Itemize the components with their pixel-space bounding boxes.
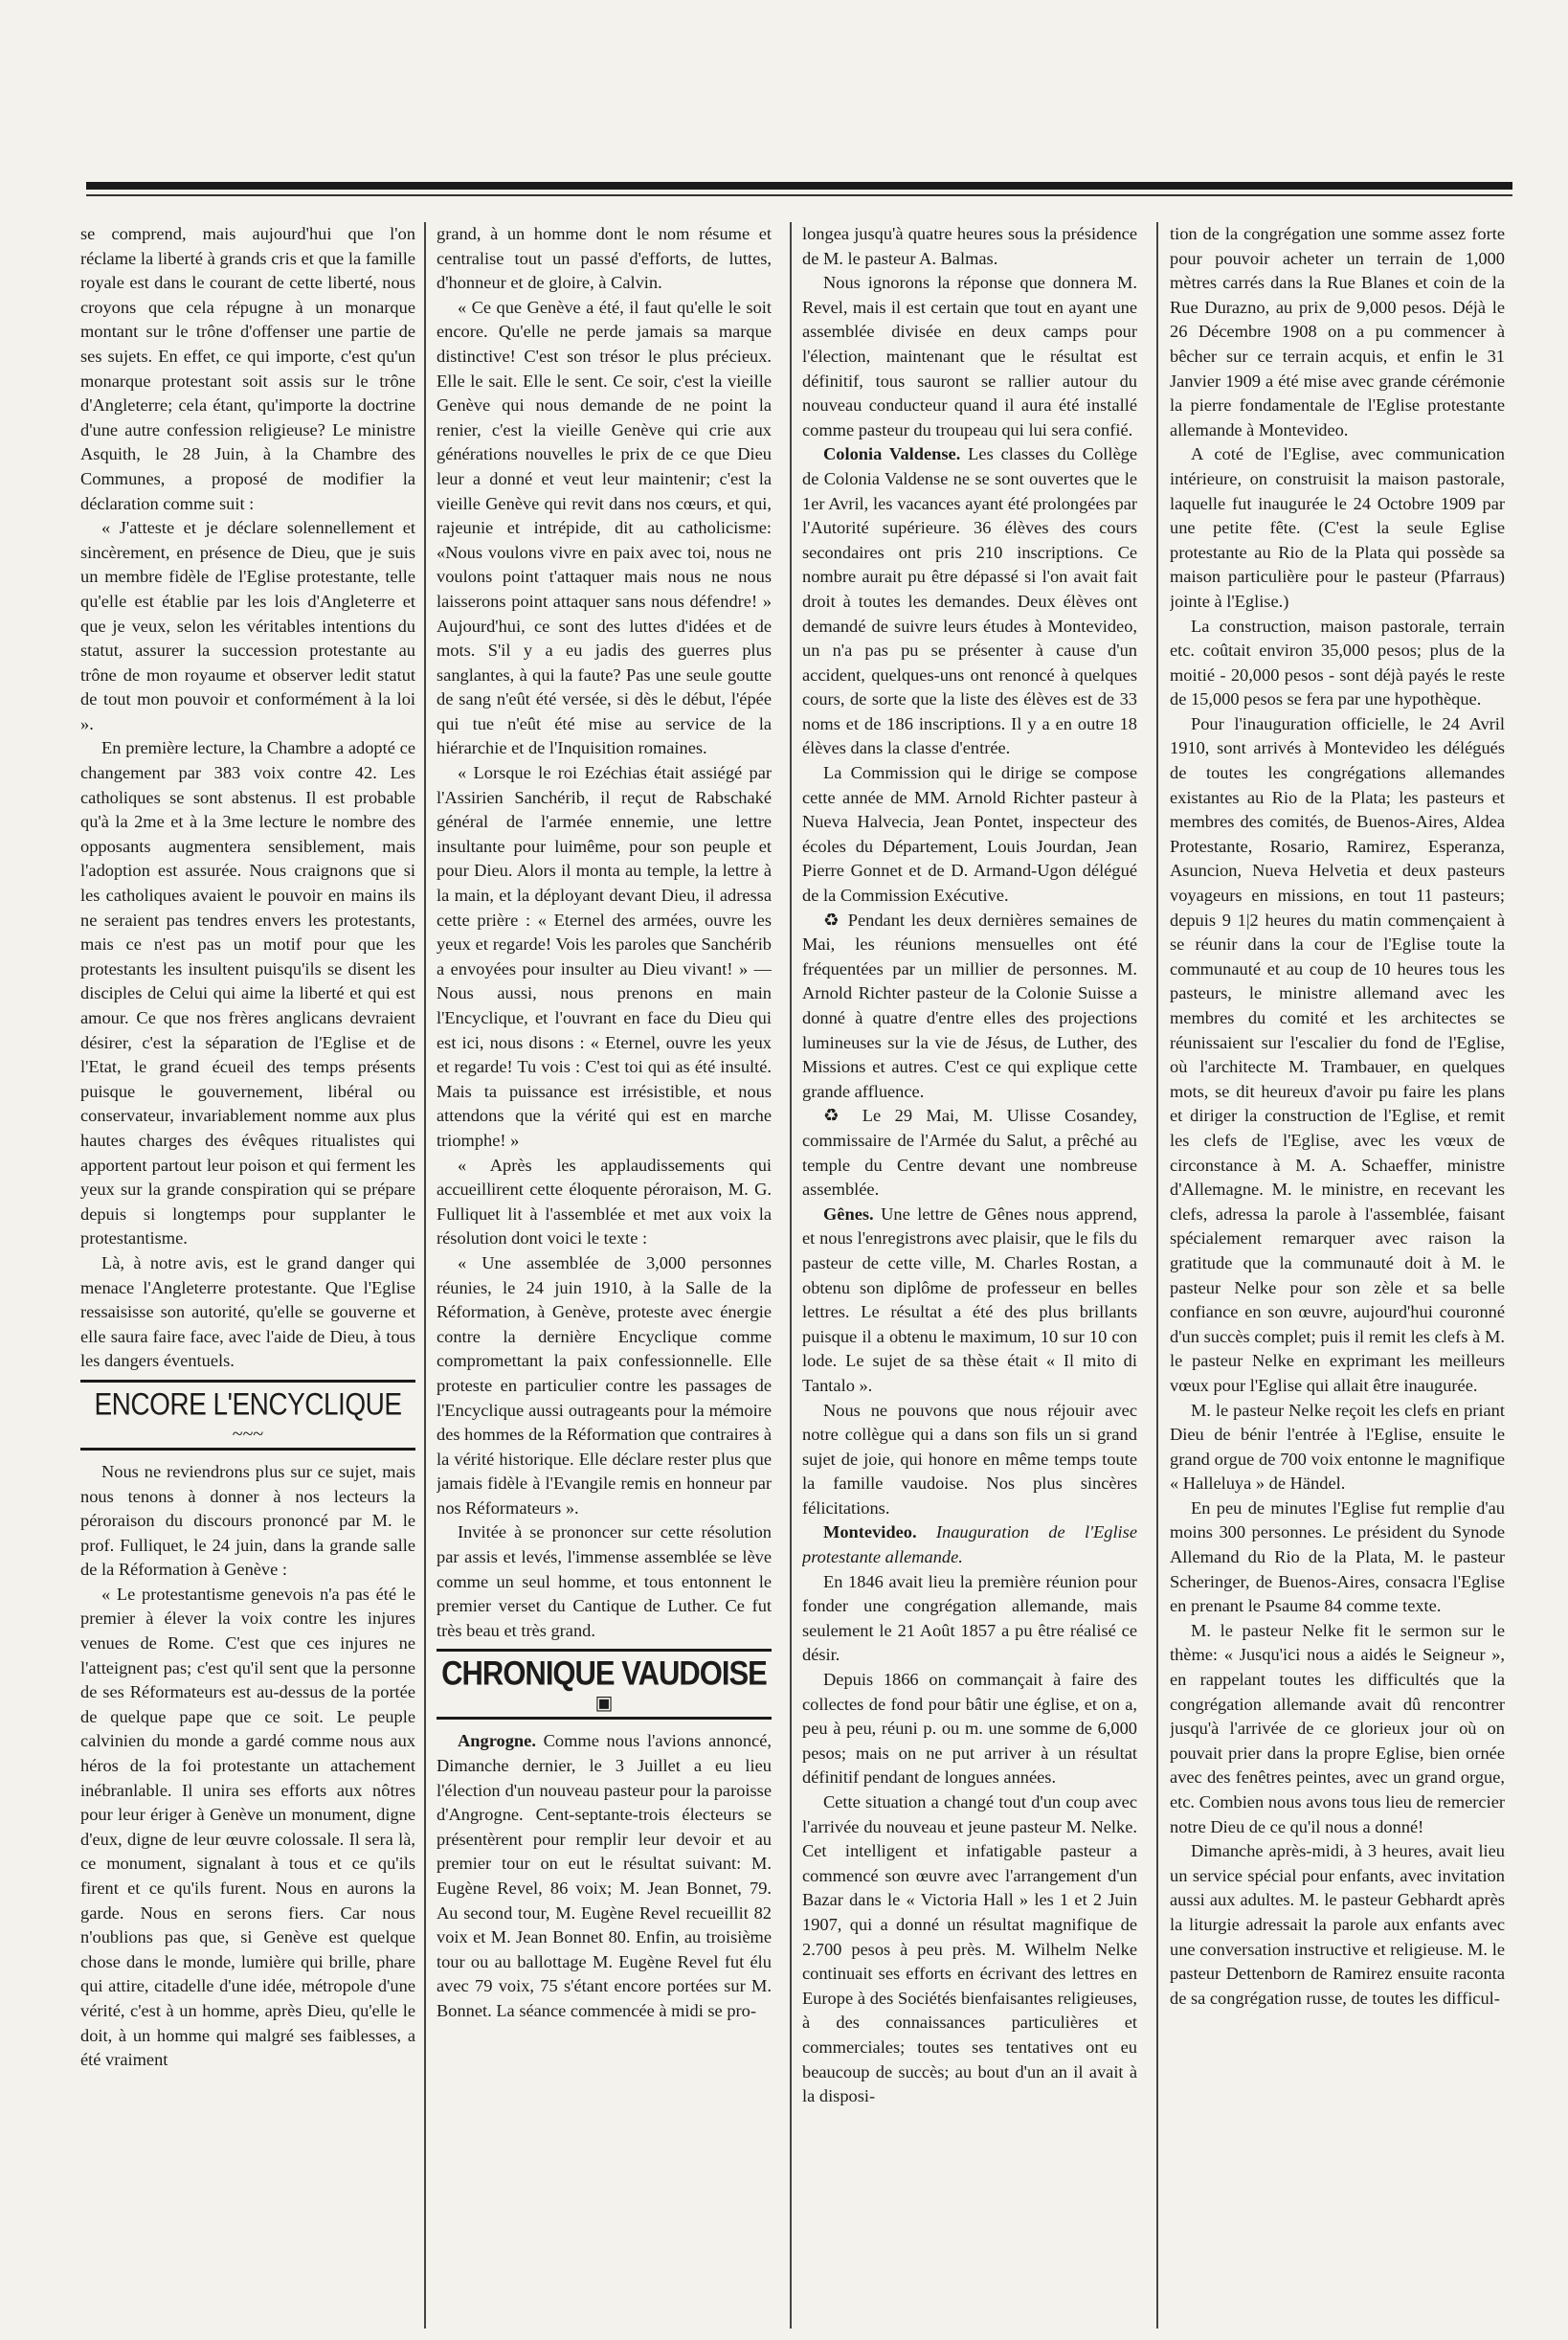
paragraph: A coté de l'Eglise, avec communication intérieure, on construisit la maison pastorale, laquelle fut inaugurée le 24 Octobre 1909 par une petite fête. (C'est la seule Eglise protestante au Rio de la Plata qui possède sa maison particulière pour le pasteur (Pfarraus) jointe à l'Eglise.) <box>1170 444 1505 611</box>
paragraph: Cette situation a changé tout d'un coup avec l'arrivée du nouveau et jeune pasteur M. Nelke. Cet intelligent et infatigable pasteur a commencé son œuvre avec l'arrangement d'un Bazar dans le « Victoria Hall » les 1 et 2 Juin 1907, qui a donné un résultat magnifique de 2.700 pesos à peu près. M. Wilhelm Nelke continuait ses efforts en écrivant des lettres en Europe à des Sociétés bienfaisantes religieuses, à des connaissances particulières et commerciales; toutes ses tentatives ont eu beaucoup de succès; au bout d'un an il avait à la disposi- <box>802 1792 1137 2106</box>
paragraph-body: Une lettre de Gênes nous apprend, et nous l'enregistrons avec plaisir, que le fils du pasteur de cette ville, M. Charles Rostan, a obtenu son diplôme de professeur en belles lettres. Le résultat a été des plus brillants puisque il a obtenu le maximum, 10 sur 10 con lode. Le sujet de sa thèse était « Il mito di Tantalo ». <box>802 1204 1137 1395</box>
column-2 <box>437 222 772 2333</box>
paragraph <box>802 1203 1137 1399</box>
paragraph: M. le pasteur Nelke reçoit les clefs en priant Dieu de bénir l'entrée à l'Eglise, ensuite le grand orgue de 700 voix entonne le magnifique « Halleluya » de Händel. <box>1170 1400 1505 1494</box>
paragraph: Là, à notre avis, est le grand danger qui menace l'Angleterre protestante. Que l'Eglise ressaisisse son autorité, qu'elle se gouverne et elle saura faire face, avec l'aide de Dieu, à tous les dangers éventuels. <box>80 1252 415 1371</box>
paragraph: « Une assemblée de 3,000 personnes réunies, le 24 juin 1910, à la Salle de la Réformation, à Genève, proteste avec énergie contre la dernière Encyclique comme compromettant la paix confessionnelle. Elle proteste en particulier contre les passages de l'Encyclique aussi outrageants pour la mémoire des hommes de la Réformation que contraires à la vérité historique. Elle déclare rester plus que jamais fidèle à l'Evangile remis en honneur par nos Réformateurs ». <box>437 1252 772 1518</box>
top-rule-thin <box>86 194 1512 196</box>
paragraph: En première lecture, la Chambre a adopté ce changement par 383 voix contre 42. Les catholiques se sont abstenus. Il est probable qu'à la 2me et à la 3me lecture le nombre des opposants augmentera sensiblement, mais l'adoption est assurée. Nous craignons que si les catholiques avaient le pouvoir en mains ils ne seraient pas tendres envers les protestants, mais ce n'est pas un motif pour que les protestants les insultent puisqu'ils se disent les disciples de Celui qui aime la liberté et qui est amour. Ce que nos frères anglicans devraient désirer, c'est la séparation de l'Eglise et de l'Etat, le grand écueil des temps présents puisque le gouvernement, libéral ou conservateur, invariablement nomme aux plus hautes charges des évêques ritualistes qui apportent partout leur poison et qui ferment les yeux sur la grande conspiration qui se prépare depuis si longtemps pour supplanter le protestantisme. <box>80 738 415 1249</box>
paragraph-lead: Montevideo. <box>823 1522 917 1542</box>
paragraph: Dimanche après-midi, à 3 heures, avait lieu un service spécial pour enfants, avec invitation aussi aux adultes. M. le pasteur Gebhardt après la liturgie adressait la parole aux enfants avec une conversation instructive et religieuse. M. le pasteur Dettenborn de Ramirez ensuite raconta de sa congrégation russe, de toutes les difficul- <box>1170 1841 1505 2008</box>
paragraph: En peu de minutes l'Eglise fut remplie d'au moins 300 personnes. Le président du Synode Allemand du Rio de la Plata, M. le pasteur Scheringer, de Buenos-Aires, consacra l'Eglise en prenant le Psaume 84 comme texte. <box>1170 1497 1505 1616</box>
paragraph: La Commission qui le dirige se compose cette année de MM. Arnold Richter pasteur à Nueva Halvecia, Jean Pontet, inspecteur des écoles du Département, Louis Jourdan, Jean Pierre Gonnet et de D. Armand-Ugon délégué de la Commission Exécutive. <box>802 763 1137 906</box>
paragraph-lead: Angrogne. <box>458 1731 536 1751</box>
paragraph: Nous ne pouvons que nous réjouir avec notre collègue qui a dans son fils un si grand sujet de joie, qui honore en même temps toute la famille vaudoise. Nos plus sincères félicitations. <box>802 1400 1137 1518</box>
top-rule <box>86 182 1512 190</box>
ornament-icon: ▣ <box>594 1693 614 1715</box>
paragraph <box>437 1729 772 2023</box>
paragraph-subtitle: Inauguration de l'Eglise protestante allemande. <box>802 1522 1137 1567</box>
paragraph: « J'atteste et je déclare solennellement et sincèrement, en présence de Dieu, que je suis un membre fidèle de l'Eglise protestante, telle qu'elle est établie par les lois d'Angleterre et que je veux, selon les véritables intentions du statut, assurer la succession protestante au trône de mon royaume et observer ledit statut de tout mon pouvoir et conformément à la loi ». <box>80 518 415 733</box>
paragraph: Invitée à se prononcer sur cette résolution par assis et levés, l'immense assemblée se lève comme un seul homme, et tous entonnent le premier verset du Cantique de Luther. Ce fut très beau et très grand. <box>437 1522 772 1640</box>
paragraph: « Ce que Genève a été, il faut qu'elle le soit encore. Qu'elle ne perde jamais sa marque distinctive! C'est son trésor le plus précieux. Elle le sait. Elle le sent. Ce soir, c'est la vieille Genève qui nous demande de ne point la renier, c'est la vieille Genève qui crie aux générations nouvelles le prix de ce que Dieu leur a donné et veut leur maintenir; c'est la vieille Genève qui revit dans nos cœurs, et qui, rajeunie et intrépide, dit au catholicisme: «Nous voulons vivre en paix avec toi, nous ne voulons point t'attaquer mais nous ne nous laisserons point attaquer sans nous défendre! » Aujourd'hui, ce sont des luttes d'idées et de mots. S'il y a eu jadis des guerres plus sanglantes, à qui la faute? Pas une seule goutte de sang n'eût été versée, si dès le début, l'épée qui tue n'eût été mise au service de la hiérarchie et de l'Inquisition romaines. <box>437 297 772 758</box>
paragraph-lead: Gênes. <box>823 1204 874 1224</box>
paragraph-lead: Colonia Valdense. <box>823 444 961 464</box>
ornament-icon: ~~~ <box>232 1423 264 1445</box>
section-heading-box <box>80 1380 415 1451</box>
column-divider <box>1156 222 1158 2329</box>
section-heading: ENCORE L'ENCYCLIQUE <box>94 1386 402 1422</box>
column-divider <box>424 222 426 2329</box>
paragraph-body: Comme nous l'avions annoncé, Dimanche dernier, le 3 Juillet a eu lieu l'élection d'un nouveau pasteur pour la paroisse d'Angrogne. Cent-septante-trois électeurs se présentèrent pour remplir leur devoir et au premier tour on eut le résultat suivant: M. Eugène Revel, 86 voix; M. Jean Bonnet, 79. Au second tour, M. Eugène Revel recueillit 82 voix et M. Jean Bonnet 80. Enfin, au troisième tour ou au ballottage M. Eugène Revel fut élu avec 79 voix, 75 s'étant encore portées sur M. Bonnet. La séance commencée à midi se pro- <box>437 1731 772 2020</box>
paragraph: ♻ Pendant les deux dernières semaines de Mai, les réunions mensuelles ont été fréquentées par un millier de personnes. M. Arnold Richter pasteur de la Colonie Suisse a donné à quatre d'entre elles des projections lumineuses sur la vie de Jésus, de Luther, des Missions et autres. C'est ce qui explique cette grande affluence. <box>802 910 1137 1101</box>
paragraph: tion de la congrégation une somme assez forte pour pouvoir acheter un terrain de 1,000 mètres carrés dans la Rue Blanes et coin de la Rue Durazno, au prix de 9,000 pesos. Déjà le 26 Décembre 1908 on a pu commencer à bêcher sur ce terrain acquis, et enfin le 31 Janvier 1909 a été mise avec grande cérémonie la pierre fondamentale de l'Eglise protestante allemande à Montevideo. <box>1170 224 1505 439</box>
column-1 <box>80 222 415 2333</box>
paragraph <box>802 442 1137 761</box>
paragraph: Nous ignorons la réponse que donnera M. Revel, mais il est certain que tout en ayant une assemblée divisée en deux camps pour l'élection, maintenant que le résultat est définitif, tous sauront se rallier autour du nouveau conducteur quand il aura été installé comme pasteur du troupeau qui lui sera confié. <box>802 273 1137 439</box>
paragraph: Pour l'inauguration officielle, le 24 Avril 1910, sont arrivés à Montevideo les délégués de toutes les congrégations allemandes existantes au Rio de la Plata; les pasteurs et membres des comités, de Buenos-Aires, Aldea Protestante, Rosario, Ramirez, Esperanza, Asuncion, Nueva Helvetia et deux pasteurs voyageurs en missions, en tout 11 pasteurs; depuis 9 1|2 heures du matin commençaient à se réunir dans la cour de l'Eglise toute la communauté et au coup de 10 heures tous les pasteurs, le ministre allemand avec les membres du comité et les architectes se réunissaient sur l'escalier du fond de l'Eglise, où l'architecte M. Trambauer, en quelques mots, se dit heureux d'avoir pu faire les plans et diriger la construction de l'Eglise, et remit les clefs de l'Eglise, avec les vœux de circonstance à M. A. Schaeffer, ministre d'Allemagne. M. le ministre, en recevant les clefs, adressa la parole à l'assemblée, faisant spécialement remarquer avec raison la gratitude que la communauté doit à M. le pasteur Nelke pour son zèle et sa belle confiance en son œuvre, aujourd'hui couronné d'un succès complet; puis il remit les clefs à M. le pasteur Nelke en exprimant les meilleurs vœux pour l'Eglise qui allait être inaugurée. <box>1170 713 1505 1395</box>
paragraph: se comprend, mais aujourd'hui que l'on réclame la liberté à grands cris et que la famille royale est dans le courant de cette liberté, nous croyons que cela répugne à un monarque montant sur le trône d'offenser une partie de ses sujets. En effet, ce qui importe, c'est qu'un monarque protestant soit assis sur le trône d'Angleterre; cela étant, qu'importe la doctrine d'une autre confession religieuse? Le ministre Asquith, le 28 Juin, à la Chambre des Communes, a proposé de modifier la déclaration comme suit : <box>80 224 415 513</box>
paragraph-body: Les classes du Collège de Colonia Valdense ne se sont ouvertes que le 1er Avril, les vacances ayant été prolongées par l'Autorité supérieure. 36 élèves des cours secondaires ont pris 210 inscriptions. Ce nombre aurait pu être dépassé si l'on avait fait droit à toutes les demandes. Deux élèves ont demandé de suivre leurs études à Montevideo, un n'a pas pu se présenter à cause d'un accident, quelques-uns ont renoncé à quelques cours, de sorte que la liste des élèves est de 33 noms et de 186 inscriptions. Il y a en outre 18 élèves dans la classe d'entrée. <box>802 444 1137 758</box>
paragraph: « Après les applaudissements qui accueillirent cette éloquente péroraison, M. G. Fulliquet lit à l'assemblée et met aux voix la résolution dont voici le texte : <box>437 1155 772 1249</box>
paragraph: longea jusqu'à quatre heures sous la présidence de M. le pasteur A. Balmas. <box>802 224 1137 268</box>
column-4 <box>1170 222 1505 2333</box>
column-3 <box>802 222 1137 2333</box>
section-heading: CHRONIQUE VAUDOISE <box>441 1654 767 1693</box>
paragraph: grand, à un homme dont le nom résume et centralise tout un passé d'efforts, de luttes, d'honneur et de gloire, à Calvin. <box>437 224 772 293</box>
paragraph: En 1846 avait lieu la première réunion pour fonder une congrégation allemande, mais seulement le 21 Août 1857 a pu être réalisé ce désir. <box>802 1571 1137 1665</box>
section-heading-box <box>437 1649 772 1720</box>
column-divider <box>790 222 792 2329</box>
paragraph: Depuis 1866 on commançait à faire des collectes de fond pour bâtir une église, et on a, peu à peu, réuni p. ou m. une somme de 6,000 pesos; mais on ne put arriver à un résultat définitif pendant de longues années. <box>802 1670 1137 1788</box>
paragraph: La construction, maison pastorale, terrain etc. coûtait environ 35,000 pesos; plus de la moitié - 20,000 pesos - sont déjà payés le reste de 15,000 pesos se fera par une hypothèque. <box>1170 616 1505 709</box>
paragraph: « Lorsque le roi Ezéchias était assiégé par l'Assirien Sanchérib, il reçut de Rabschaké général de l'armée ennemie, une lettre insultante pour luimême, pour son peuple et pour Dieu. Alors il monta au temple, la lettre à la main, et la déployant devant Dieu, il adressa cette prière : « Eternel des armées, ouvre les yeux et regarde! Vois les paroles que Sanchérib a envoyées pour insulter au Dieu vivant! » — Nous aussi, nous prenons en main l'Encyclique, et l'ouvrant en face du Dieu qui est ici, nous disons : « Eternel, ouvre les yeux et regarde! Tu vois : C'est toi qui as été insulté. Mais ta puissance est irrésistible, et nous attendons que la vérité qui est en marche triomphe! » <box>437 763 772 1150</box>
paragraph: M. le pasteur Nelke fit le sermon sur le thème: « Jusqu'ici nous a aidés le Seigneur », en rappelant toutes les difficultés que la congrégation allemande avait dû rencontrer jusqu'à l'arrivée de ce glorieux jour où on pouvait prier dans la propre Eglise, bien ornée avec des fenêtres peintes, avec un grand orgue, etc. Combien nous avons tous lieu de remercier notre Dieu de ce qu'il nous a donné! <box>1170 1620 1505 1836</box>
paragraph <box>802 1520 1137 1569</box>
paragraph: ♻ Le 29 Mai, M. Ulisse Cosandey, commissaire de l'Armée du Salut, a prêché au temple du Centre devant une nombreuse assemblée. <box>802 1106 1137 1200</box>
paragraph: Nous ne reviendrons plus sur ce sujet, mais nous tenons à donner à nos lecteurs la péroraison du discours prononcé par M. le prof. Fulliquet, le 24 juin, dans la grande salle de la Réformation à Genève : <box>80 1461 415 1580</box>
paragraph: « Le protestantisme genevois n'a pas été le premier à élever la voix contre les injures venues de Rome. C'est que ces injures ne l'atteignent pas; c'est qu'il sent que la personne de ses Réformateurs est au-dessus de la portée de quelque pape que ce soit. Le peuple calvinien du monde a gardé comme nous aux héros de la foi protestante un attachement inébranlable. Il unira ses efforts aux nôtres pour leur ériger à Genève un monument, digne d'eux, digne de leur œuvre colossale. Il sera là, ce monument, signalant à tous et ce qu'ils firent et ce qu'ils furent. Nous en aurons la garde. Nous en serons fiers. Car nous n'oublions pas que, si Genève est quelque chose dans le monde, lumière qui brille, phare qui attire, citadelle d'une idée, métropole d'une vérité, c'est à un homme, après Dieu, qu'elle le doit, à un homme qui malgré ses faiblesses, a été vraiment <box>80 1584 415 2070</box>
